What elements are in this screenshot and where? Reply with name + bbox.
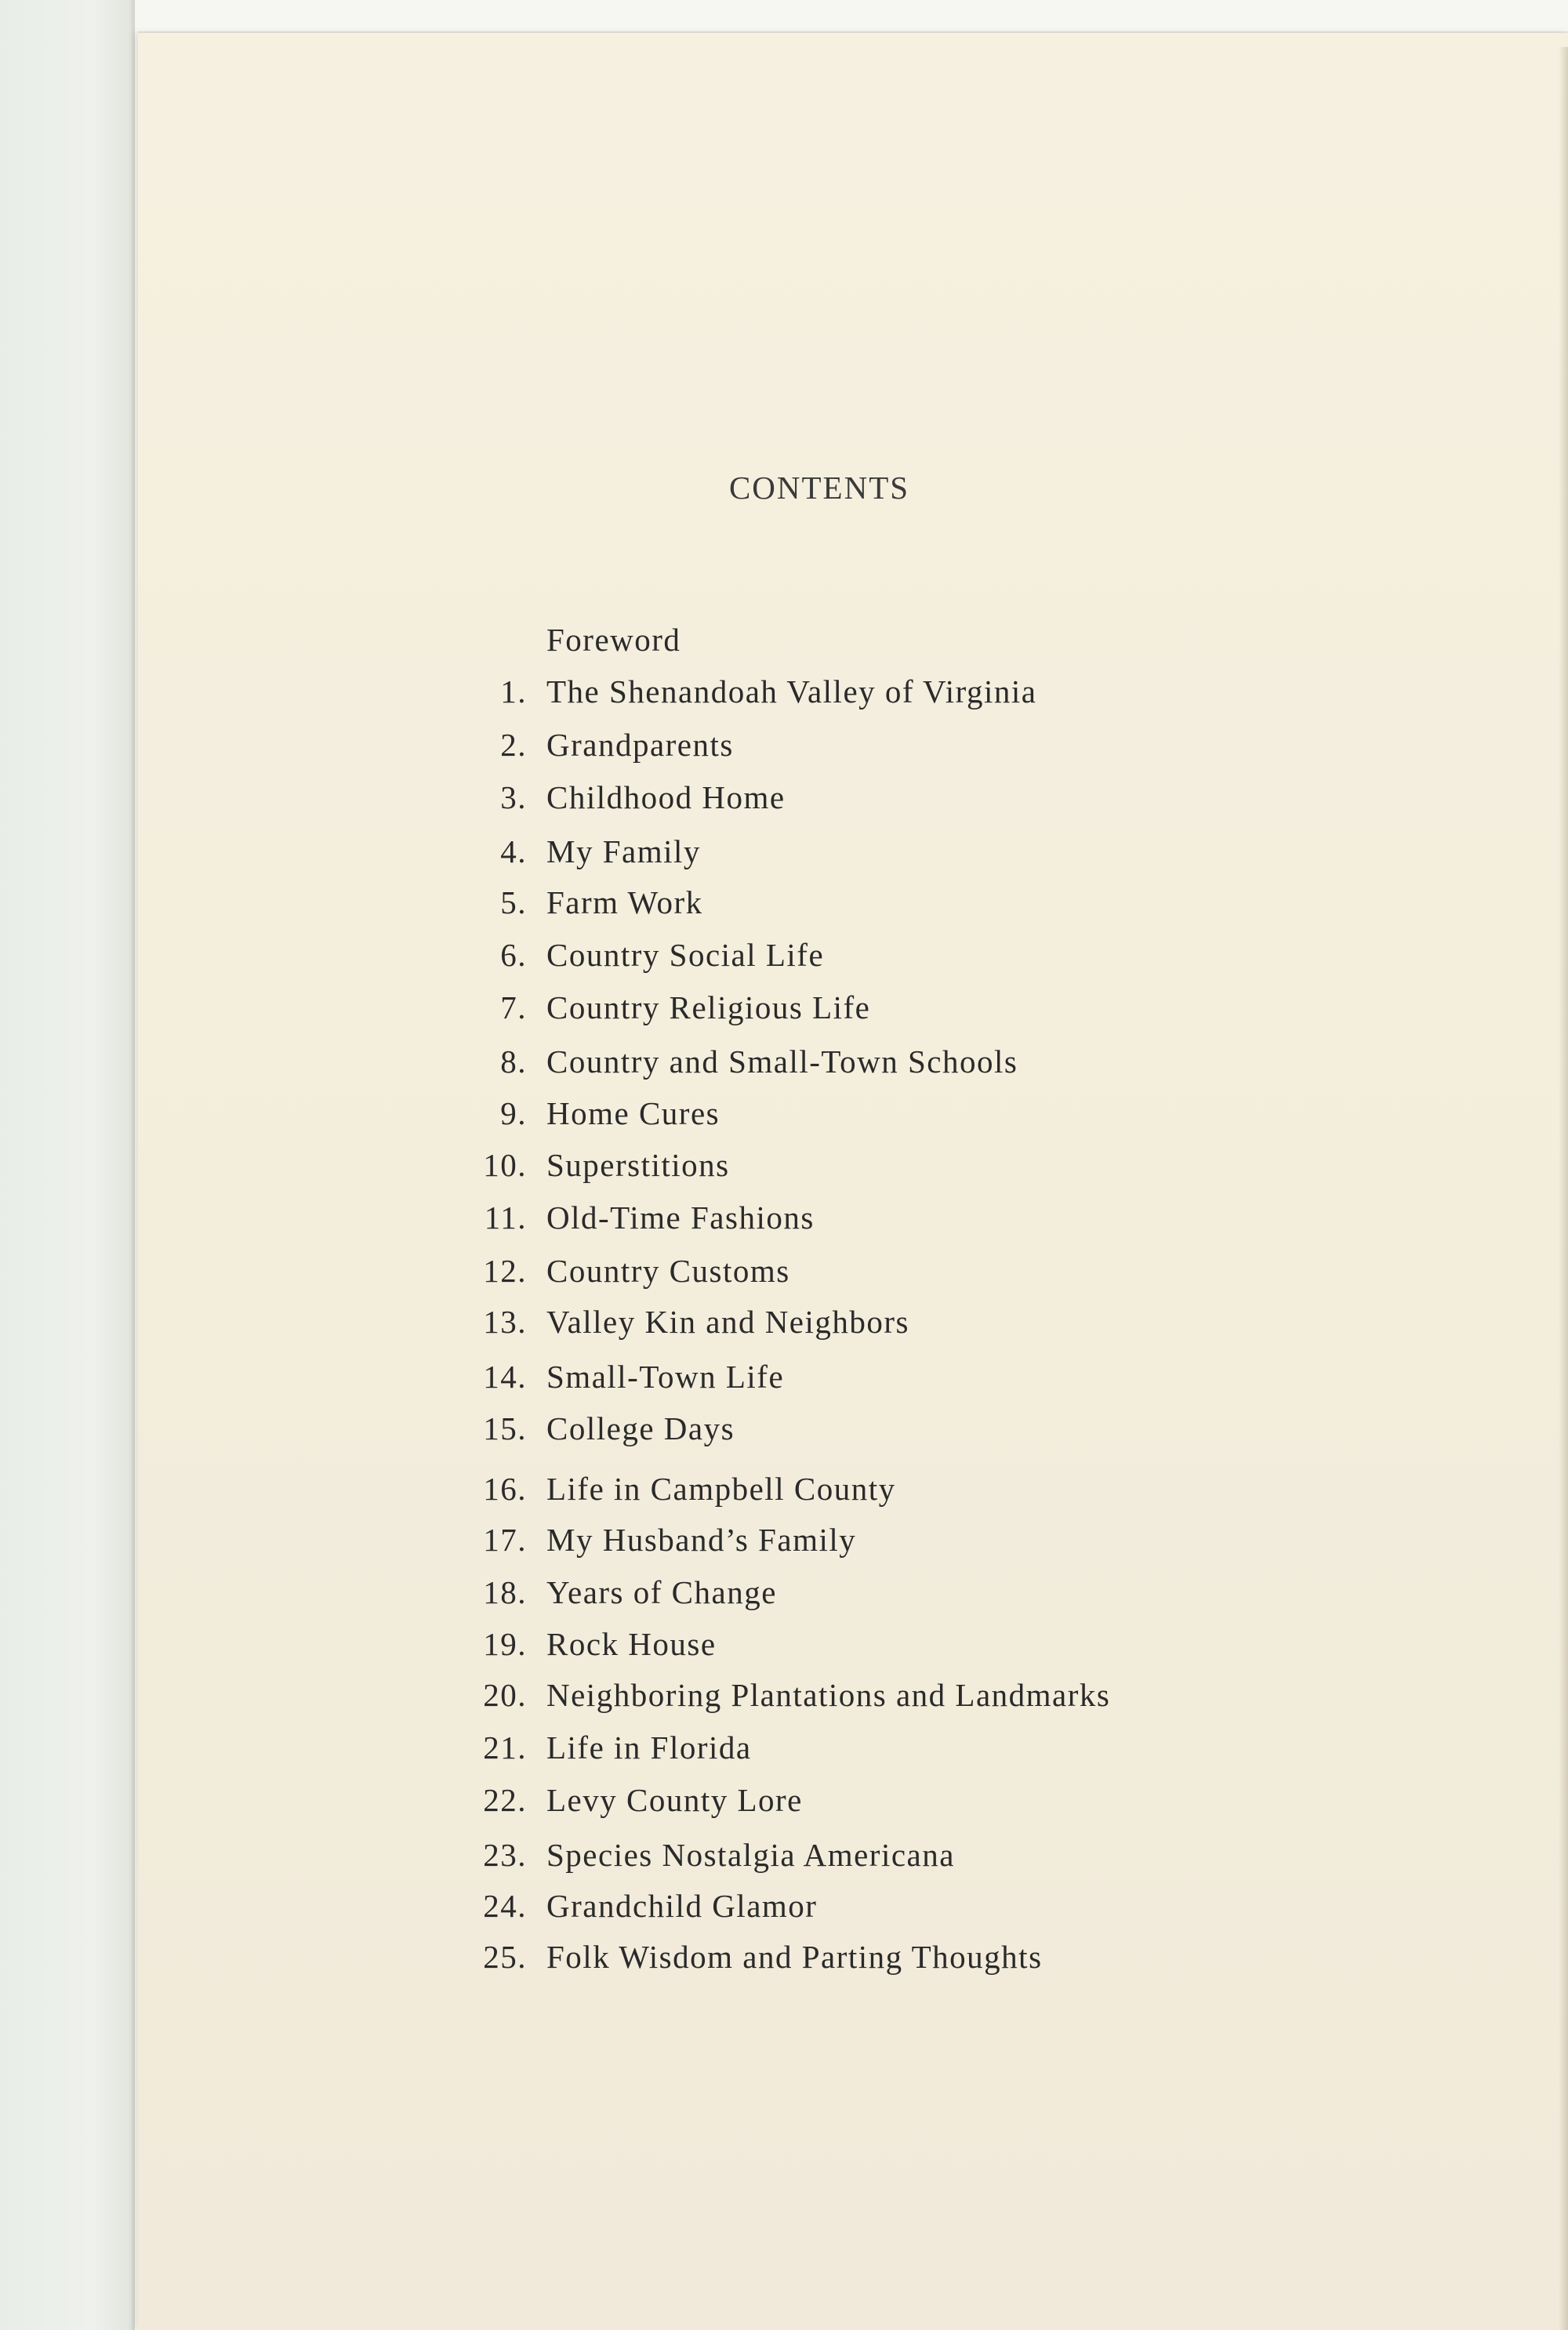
toc-entry xyxy=(439,1676,1537,1723)
toc-entry xyxy=(439,833,1537,880)
toc-entry xyxy=(439,726,1537,773)
toc-entry xyxy=(439,1303,1537,1350)
toc-entry xyxy=(439,1625,1537,1672)
toc-entry-number: 10. xyxy=(483,1147,527,1183)
toc-entry-number: 8. xyxy=(500,1043,527,1080)
toc-entry xyxy=(439,1358,1537,1405)
toc-entry-number: 7. xyxy=(500,989,527,1025)
toc-entry xyxy=(439,936,1537,983)
toc-entry-number: 12. xyxy=(483,1253,527,1289)
toc-entry-foreword xyxy=(439,621,1537,668)
toc-entry xyxy=(439,1199,1537,1246)
toc-entry-title: Country Customs xyxy=(546,1253,790,1289)
toc-entry-title: Home Cures xyxy=(546,1095,720,1131)
toc-entry-title: Life in Campbell County xyxy=(546,1471,896,1507)
toc-entry-title: Country Religious Life xyxy=(546,989,871,1025)
toc-entry xyxy=(439,778,1537,826)
toc-entry-title: College Days xyxy=(546,1410,735,1446)
toc-entry-title: Farm Work xyxy=(546,884,703,920)
toc-entry-number: 13. xyxy=(483,1304,527,1340)
toc-entry xyxy=(439,1729,1537,1776)
toc-entry-title: The Shenandoah Valley of Virginia xyxy=(546,673,1037,710)
toc-entry-title: Old-Time Fashions xyxy=(546,1199,815,1236)
toc-entry-number: 18. xyxy=(483,1574,527,1610)
toc-entry-number: 23. xyxy=(483,1837,527,1873)
toc-entry xyxy=(439,1781,1537,1828)
toc-entry-number: 20. xyxy=(483,1677,527,1713)
toc-entry xyxy=(439,1470,1537,1517)
toc-entry-number: 5. xyxy=(500,884,527,920)
toc-entry-number: 17. xyxy=(483,1522,527,1558)
toc-entry-title: Neighboring Plantations and Landmarks xyxy=(546,1677,1111,1713)
toc-entry xyxy=(439,1887,1537,1934)
toc-entry xyxy=(439,1094,1537,1141)
toc-entry-number: 25. xyxy=(483,1939,527,1975)
toc-entry-title: Childhood Home xyxy=(546,779,786,815)
toc-entry-title: Country Social Life xyxy=(546,937,825,973)
toc-entry xyxy=(439,1043,1537,1090)
toc-entry-number: 15. xyxy=(483,1410,527,1446)
toc-entry-title: Years of Change xyxy=(546,1574,777,1610)
toc-entry-number: 6. xyxy=(500,937,527,973)
toc-entry-number: 21. xyxy=(483,1729,527,1766)
toc-entry-title: My Family xyxy=(546,833,701,869)
toc-entry xyxy=(439,1573,1537,1620)
toc-entry-title: Small-Town Life xyxy=(546,1359,785,1395)
toc-entry xyxy=(439,1938,1537,1985)
toc-entry-title: Foreword xyxy=(546,622,681,658)
toc-entry-title: Grandparents xyxy=(546,727,734,763)
toc-entry-title: Grandchild Glamor xyxy=(546,1888,818,1924)
contents-heading: CONTENTS xyxy=(728,470,910,506)
toc-entry-number: 24. xyxy=(483,1888,527,1924)
toc-entry-number: 11. xyxy=(484,1199,527,1236)
toc-entry-title: Life in Florida xyxy=(546,1729,752,1766)
toc-entry-title: Folk Wisdom and Parting Thoughts xyxy=(546,1939,1043,1975)
toc-entry-title: Country and Small-Town Schools xyxy=(546,1043,1018,1080)
toc-entry-number: 16. xyxy=(483,1471,527,1507)
toc-entry-title: Valley Kin and Neighbors xyxy=(546,1304,909,1340)
toc-entry-number: 22. xyxy=(483,1782,527,1818)
toc-entry-title: Species Nostalgia Americana xyxy=(546,1837,955,1873)
toc-entry-number: 2. xyxy=(500,727,527,763)
toc-entry xyxy=(439,673,1537,720)
toc-entry-number: 1. xyxy=(500,673,527,710)
toc-entry-number: 14. xyxy=(483,1359,527,1395)
facing-page-edge xyxy=(0,0,135,2330)
toc-entry-number: 9. xyxy=(500,1095,527,1131)
toc-entry xyxy=(439,989,1537,1036)
toc-entry xyxy=(439,1410,1537,1457)
toc-entry-title: Superstitions xyxy=(546,1147,730,1183)
toc-entry-number: 19. xyxy=(483,1626,527,1662)
toc-entry-title: Levy County Lore xyxy=(546,1782,803,1818)
page-right-edge xyxy=(1559,47,1568,2330)
toc-entry-number: 3. xyxy=(500,779,527,815)
toc-entry xyxy=(439,1521,1537,1568)
toc-entry-number: 4. xyxy=(500,833,527,869)
toc-entry xyxy=(439,1836,1537,1883)
toc-entry xyxy=(439,1252,1537,1299)
toc-entry xyxy=(439,884,1537,931)
toc-entry-title: My Husband’s Family xyxy=(546,1522,857,1558)
toc-entry-title: Rock House xyxy=(546,1626,717,1662)
toc-entry xyxy=(439,1146,1537,1193)
